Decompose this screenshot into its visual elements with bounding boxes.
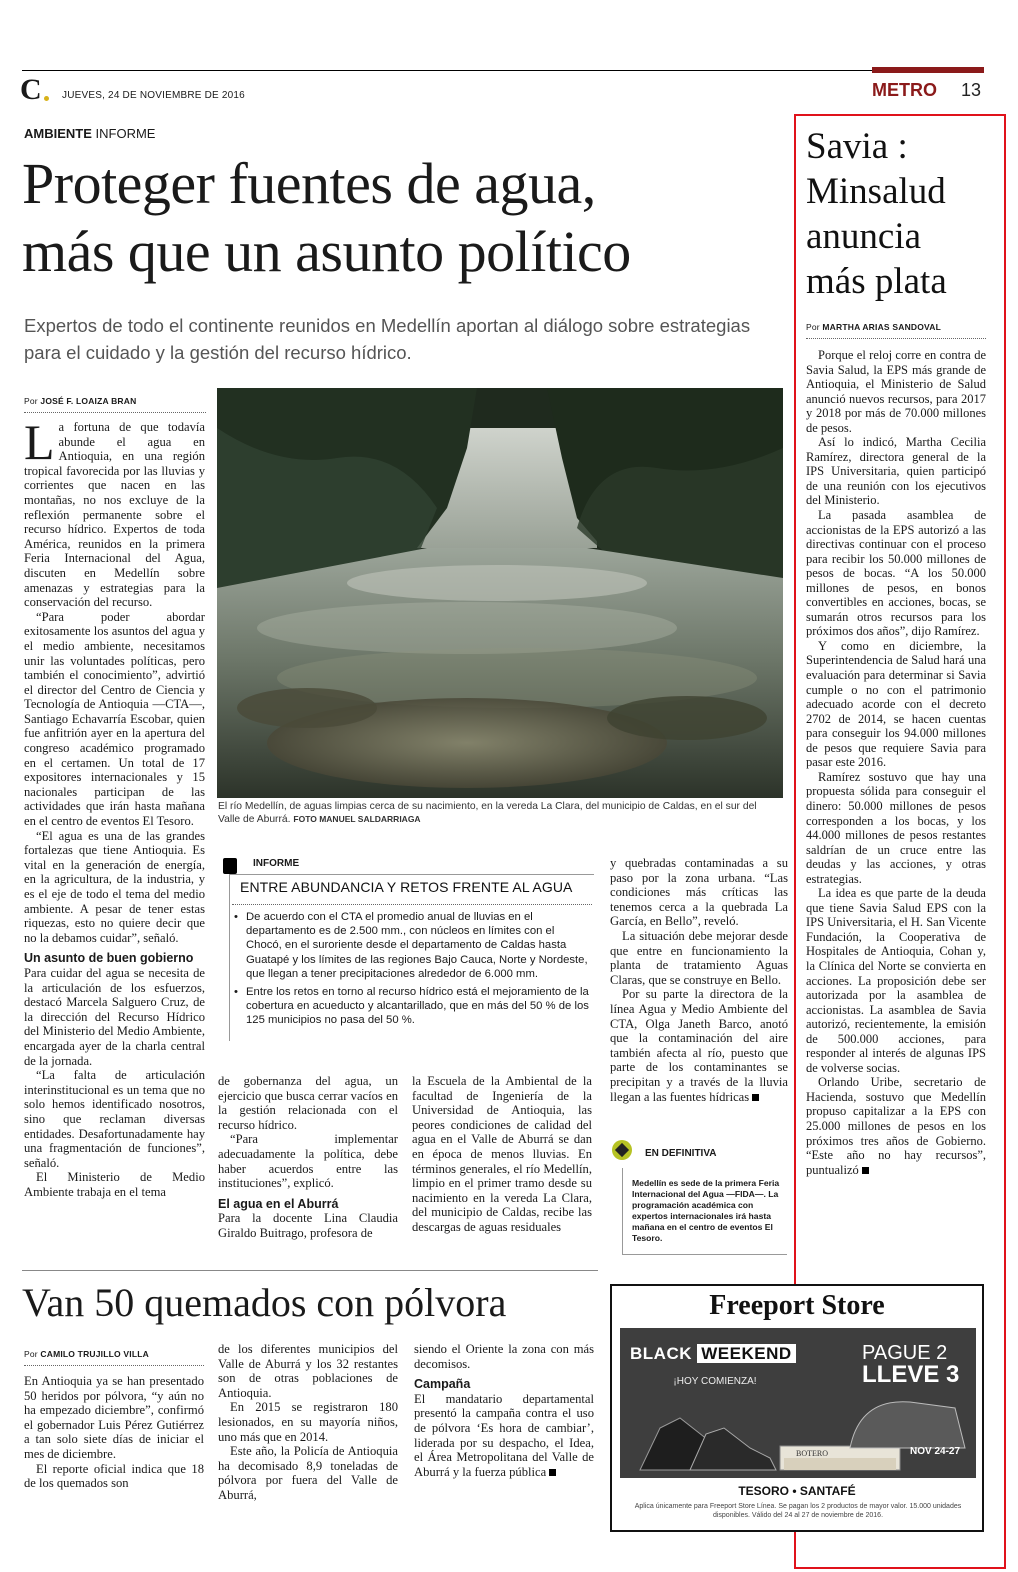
article-kicker xyxy=(24,126,155,141)
sidebar-para-5: Ramírez sostuvo que hay una propuesta sólida para conseguir el dinero: 50.000 millones de pesos corresponden a los bocas, y los 44.000 millones de pesos restantes saldrían de un cruce entre las deudas y las acciones, y otras estrategias. xyxy=(806,769,986,886)
ad-banner-weekend: WEEKEND xyxy=(697,1344,795,1363)
freeport-ad xyxy=(610,1284,984,1532)
section-color-bar xyxy=(872,67,984,73)
sidebar-para-6: La idea es que parte de la deuda que tiene Savia Salud EPS con la IPS Universitaria, el H. San Vicente Fundación, la Cooperativa de Hospitales de Antioquia, Cohan y, la Clínica del Norte se convierta en acciones. La proposición debe ser autorizada por la asamblea de accionistas. La asamblea de Savia autorizó, recientemente, la emisión de 500.000 acciones, para responder al interés de algunas IPS de volverse socias. xyxy=(806,886,986,1075)
bottom-column-1 xyxy=(24,1374,204,1491)
main-article-column-2 xyxy=(218,1074,398,1241)
bottom-col2-para-2: En 2015 se registraron 180 lesionados, en su mayoría niños, uno más que en 2014. xyxy=(218,1400,398,1444)
main-byline xyxy=(24,396,136,406)
sidebar-headline xyxy=(806,124,996,304)
informe-bullet: • Entre los retos en torno al recurso hídrico está el mejoramiento de la cobertura en acueducto y alcantarillado, que en más del 50 % de los 125 municipios no pasa del 50 %. xyxy=(232,985,592,1028)
bottom-column-2 xyxy=(218,1342,398,1503)
col4-para-1: y quebradas contaminadas a su paso por la zona urbana. “Las condiciones más críticas las tenemos cerca a la quebrada La García, en Bello”, reveló. xyxy=(610,856,788,929)
river-photo-image xyxy=(217,388,783,798)
bottom-col3-para-2-text: El mandatario departamental presentó la campaña contra el uso de pólvora ‘Es hora de cambiar’, liderada por su despacho, el Idea, el Área Metropolitana del Valle de Aburrá y la fuerza pública xyxy=(414,1391,594,1479)
kicker-bold: AMBIENTE xyxy=(24,126,92,141)
sidebar-byline-divider xyxy=(806,338,986,339)
sidebar-byline-prefix: Por xyxy=(806,322,820,332)
col2-para-1: de gobernanza del agua, un ejercicio que busca cerrar vacíos en la gestión relacionada con el recurso hídrico. xyxy=(218,1074,398,1132)
ad-promo-line-1: PAGUE 2 xyxy=(862,1342,948,1364)
main-article-column-3 xyxy=(412,1074,592,1235)
col2-para-3: Para la docente Lina Claudia Giraldo Buitrago, profesora de xyxy=(218,1211,398,1240)
informe-title-divider xyxy=(232,904,592,905)
ad-dates: NOV 24-27 xyxy=(910,1446,961,1457)
sidebar-para-3: La pasada asamblea de accionistas de la EPS autorizó a las directivas continuar con el proceso para recibir los 50.000 millones de pesos de bocas. “A los 50.000 millones de pesos, en bonos convertibles en acciones, bocas, se sumarán otros recursos para los próximos dos años”, dijo Ramírez. xyxy=(806,508,986,639)
end-mark-icon xyxy=(862,1167,869,1174)
page-number: 13 xyxy=(961,80,982,100)
col4-para-2: La situación debe mejorar desde que entre en funcionamiento la planta de tratamiento Aguas Claras, que se construye en Bello. xyxy=(610,928,788,987)
informe-bullets xyxy=(232,910,592,1032)
sidebar-headline-line-3: anuncia xyxy=(806,216,922,257)
article-deck: Expertos de todo el continente reunidos en Medellín aportan al diálogo sobre estrategias para el cuidado y la gestión del recurso hídrico. xyxy=(24,315,751,363)
bottom-column-3 xyxy=(414,1342,594,1479)
sidebar-headline-line-4: más plata xyxy=(806,261,947,302)
bottom-section-rule xyxy=(22,1270,598,1271)
informe-bullet: • De acuerdo con el CTA el promedio anual de lluvias en el departamento es de 2.500 mm., con núcleos en límites con el Chocó, en el suroriente desde el departamento de Caldas hasta Guatapé y los límites de las regiones Bajo Cauca, Norte y Nordeste, que llegan a tener precipitaciones alrededor de 6.000 mm. xyxy=(232,910,592,981)
bottom-col2-para-1: de los diferentes municipios del Valle de Aburrá y los 32 restantes son de otras poblaciones de Antioquia. xyxy=(218,1342,398,1400)
ad-tagline: ¡HOY COMIENZA! xyxy=(673,1376,757,1387)
col1-para-4: Para cuidar del agua se necesita de la articulación de los esfuerzos, destacó Marcela Salguero Cruz, de la dirección del Recurso Hídrico del Ministerio del Medio Ambiente, encargada ayer de la charla central de la jornada. xyxy=(24,965,205,1068)
informe-label: INFORME xyxy=(253,858,300,869)
issue-date: JUEVES, 24 DE NOVIEMBRE DE 2016 xyxy=(62,90,245,101)
bottom-byline-divider xyxy=(24,1365,204,1366)
section-name: METRO xyxy=(872,80,937,100)
sidebar-byline xyxy=(806,322,941,332)
kicker-light: INFORME xyxy=(95,126,156,141)
sidebar-body xyxy=(806,348,986,1177)
ad-store-name: Freeport Store xyxy=(709,1290,885,1321)
bottom-col1-para-2: El reporte oficial indica que 18 de los quemados son xyxy=(24,1461,204,1491)
ad-promo-line-2: LLEVE 3 xyxy=(862,1361,960,1388)
headline-line-2: más que un asunto político xyxy=(22,219,631,284)
sidebar-para-4: Y como en diciembre, la Superintendencia de Salud hará una evaluación para determinar si Savia cumple o no con el patrimonio adecuado acorde con el decreto 2702 de 2014, se hacen cuentas para conseguir los 94.000 millones de pesos que requiere Savia para pasar este 2016. xyxy=(806,638,986,770)
end-mark-icon xyxy=(752,1094,759,1101)
sidebar-para-2: Así lo indicó, Martha Cecilia Ramírez, directora general de la IPS Universitaria, quien participó de una reunión con los ejecutivos del Ministerio. xyxy=(806,435,986,508)
end-mark-icon xyxy=(549,1469,556,1476)
bottom-col1-para-1: En Antioquia ya se han presentado 50 heridos por pólvora, “y aún no ha empezado diciembre”, confirmó el gobernador Luis Pérez Gutiérrez a tan solo siete días de iniciar el mes de diciembre. xyxy=(24,1374,204,1461)
ad-shoes-illustration xyxy=(620,1388,976,1478)
bottom-col2-para-3: Este año, la Policía de Antioquia ha decomisado 8,9 toneladas de pólvora por fuera del Valle de Aburrá, xyxy=(218,1444,398,1502)
sidebar-para-7 xyxy=(806,1075,986,1177)
byline-author: JOSÉ F. LOAIZA BRAN xyxy=(40,396,137,406)
subhead-agua-aburra: El agua en el Aburrá xyxy=(218,1196,339,1211)
main-article-column-4 xyxy=(610,856,788,1104)
ad-locations: TESORO • SANTAFÉ xyxy=(738,1484,856,1498)
sidebar-para-1: Porque el reloj corre en contra de Savia Salud, la EPS más grande de Antioquia, el Ministerio de Salud anunció nuevos recursos, para 2017 y 2018 por más de 70.000 millones de pesos. xyxy=(806,348,986,435)
ad-fine-print: Aplica únicamente para Freeport Store Línea. Se pagan los 2 productos de mayor valor. 15.000 unidades disponibles. Válido del 24 al 27 de noviembre de 2016. xyxy=(634,1503,962,1519)
top-rule xyxy=(22,70,984,71)
photo-caption xyxy=(218,800,778,826)
informe-icon xyxy=(223,858,237,874)
col4-para-3 xyxy=(610,987,788,1104)
col1-para-1: a fortuna de que todavía abunde el agua en Antioquia, en una región tropical favorecida por las lluvias y corrientes que nacen en las montañas, no nos excluye de la reflexión permanente sobre el recurso hídrico. Expertos de toda América, reunidos en la primera Feria Internacional del Agua, discuten en Medellín sobre amenazas y estrategias para la conservación del recurso. xyxy=(24,420,205,610)
river-photo xyxy=(217,388,783,798)
en-definitiva-icon xyxy=(612,1140,632,1160)
en-definitiva-text: Medellín es sede de la primera Feria Internacional del Agua —FIDA—. La programación académica con expertos internacionales irá hasta mañana en el centro de eventos El Tesoro. xyxy=(632,1178,780,1243)
col1-para-2: “Para poder abordar exitosamente los asuntos del agua y el medio ambiente, necesitamos unir las voluntades políticas, pero también el conocimiento”, advirtió el director del Centro de Ciencia y Tecnología de Antioquia —CTA—, Santiago Echavarría Escobar, quien fue anfitrión ayer en la apertura del congreso académico programado en el certamen. Un total de 17 expositores internacionales y 15 nacionales participan de las actividades que irán hasta mañana en el centro de eventos El Tesoro. xyxy=(24,609,205,829)
byline-prefix: Por xyxy=(24,396,38,406)
subhead-campana: Campaña xyxy=(414,1377,471,1392)
bottom-col3-para-1: siendo el Oriente la zona con más decomisos. xyxy=(414,1342,594,1371)
headline-line-1: Proteger fuentes de agua, xyxy=(22,151,596,216)
subhead-buen-gobierno: Un asunto de buen gobierno xyxy=(24,951,194,966)
dropcap: L xyxy=(24,414,55,470)
col2-para-2: “Para implementar adecuadamente la política, debe haber acuerdos entre las instituciones”, explicó. xyxy=(218,1132,398,1191)
informe-title: ENTRE ABUNDANCIA Y RETOS FRENTE AL AGUA xyxy=(240,879,573,895)
col1-para-3: “El agua es una de las grandes fortalezas que tiene Antioquia. Es vital en la generación de energía, en la agricultura, de la industria, y es el eje de todo el tema del medio ambiente. A pesar de tener estas riquezas, esto no quiere decir que no la debamos cuidar”, señaló. xyxy=(24,828,205,945)
bottom-byline-author: CAMILO TRUJILLO VILLA xyxy=(40,1349,149,1359)
ad-black-weekend-banner xyxy=(630,1344,796,1364)
sidebar-headline-line-1: Savia : xyxy=(806,126,908,167)
en-definitiva-label: EN DEFINITIVA xyxy=(645,1148,717,1159)
bottom-col3-para-2 xyxy=(414,1392,594,1480)
photo-credit: FOTO MANUEL SALDARRIAGA xyxy=(293,814,421,824)
main-article-column-1 xyxy=(24,414,205,1199)
newspaper-logo: C xyxy=(20,73,42,106)
bottom-byline-prefix: Por xyxy=(24,1349,38,1359)
bottom-headline: Van 50 quemados con pólvora xyxy=(22,1280,507,1325)
col3-para-1: la Escuela de la Ambiental de la facultad de Ingeniería de la Universidad de Antioquia, las peores condiciones de calidad del agua en el Valle de Aburrá se dan en época de menos lluvias. En términos generales, el río Medellín, limpio en el primer tramo desde su nacimiento en la vereda La Clara, del municipio de Caldas, recibe las descargas de aguas residuales xyxy=(412,1074,592,1234)
sidebar-headline-line-2: Minsalud xyxy=(806,171,946,212)
sidebar-para-7-text: Orlando Uribe, secretario de Hacienda, sostuvo que Medellín propuso capitalizar a la EPS con 25.000 millones de pesos en los próximos tres años de Gobierno. “Este año no hay recursos”, puntualizó xyxy=(806,1075,986,1177)
caption-text: El río Medellín, de aguas limpias cerca de su nacimiento, en la vereda La Clara, del municipio de Caldas, en el sur del Valle de Aburrá. xyxy=(218,801,757,825)
sidebar-byline-author: MARTHA ARIAS SANDOVAL xyxy=(822,322,942,332)
col1-para-5: “La falta de articulación interinstitucional es un tema que no solo hemos identificado nosotros, sino que reclaman diversas entidades. Desafortunadamente hay una fragmentación de funciones”, señaló. xyxy=(24,1068,205,1170)
byline-divider xyxy=(24,412,206,413)
ad-banner-black: BLACK xyxy=(630,1344,692,1363)
col4-para-3-text: Por su parte la directora de la línea Agua y Medio Ambiente del CTA, Olga Janeth Barco, anotó que la contaminación del aire también afecta al río, puesto que parte de los contaminantes se precipitan y a través de la lluvia llegan a las fuentes hídricas xyxy=(610,987,788,1104)
logo-dot-icon xyxy=(44,96,49,101)
ad-box-label: BOTERO xyxy=(796,1449,828,1458)
bottom-byline xyxy=(24,1349,149,1359)
ad-promo xyxy=(862,1342,959,1386)
col1-para-6: El Ministerio de Medio Ambiente trabaja en el tema xyxy=(24,1170,205,1199)
ad-image-area xyxy=(620,1328,976,1478)
main-headline xyxy=(22,150,792,286)
